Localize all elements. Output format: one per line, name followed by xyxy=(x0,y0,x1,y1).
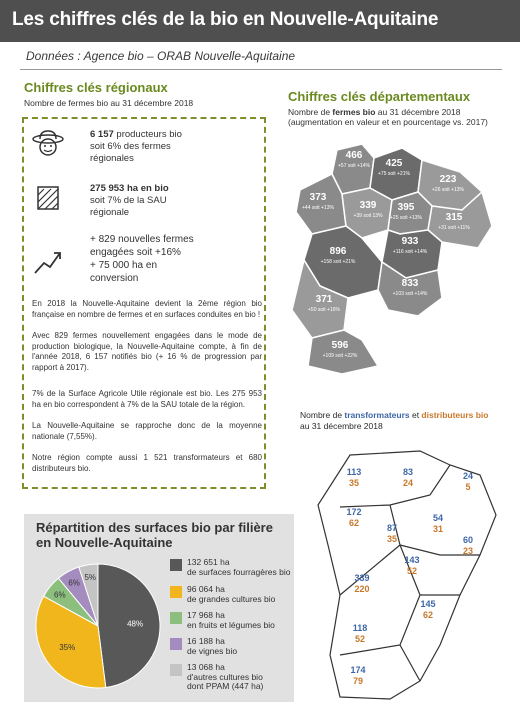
producers-value: 6 157 xyxy=(90,129,114,140)
dept-distributors: 220 xyxy=(354,584,370,594)
dept-distributors: 24 xyxy=(402,478,414,488)
legend-text: d'autres cultures bio xyxy=(187,671,263,682)
dept-farm-delta: +50 soit +16% xyxy=(308,307,340,313)
trend-arrow-icon xyxy=(32,247,64,277)
paragraph-1: En 2018 la Nouvelle-Aquitaine devient la 2ème région bio française en nombre de fermes et en surfaces conduites en bio ! xyxy=(32,299,262,319)
legend-text: de vignes bio xyxy=(187,645,238,656)
producers-label-2: régionales xyxy=(90,153,134,164)
legend-item xyxy=(170,663,295,692)
surface-value: 275 953 ha en bio xyxy=(90,183,169,194)
subtitle-bold: fermes bio xyxy=(332,107,376,117)
transfo-subtitle: Nombre de transformateurs et distributeurs bio au 31 décembre 2018 xyxy=(300,410,489,431)
dept-distributors: 52 xyxy=(406,566,418,576)
pie-slice-label: 6% xyxy=(68,578,80,588)
dept-farm-count: 833 xyxy=(401,278,419,289)
legend-item xyxy=(170,611,295,630)
dept-farm-count: 466 xyxy=(345,150,363,161)
divider xyxy=(20,69,502,70)
legend-text: 132 651 ha xyxy=(187,557,230,567)
legend-text: 16 188 ha xyxy=(187,636,225,646)
dept-transformers: 145 xyxy=(420,599,436,609)
pie-chart xyxy=(30,558,166,694)
dept-distributors: 79 xyxy=(352,676,364,686)
dept-farm-delta: +25 soit +13% xyxy=(390,215,422,221)
paragraph-4: La Nouvelle-Aquitaine se rapproche donc de la moyenne nationale (7,55%). xyxy=(32,421,262,441)
transfo-subtitle-2: au 31 décembre 2018 xyxy=(300,421,383,431)
pie-slice-label: 5% xyxy=(84,573,97,583)
legend-text: de surfaces fourragères bio xyxy=(187,566,291,577)
dept-farm-delta: +26 soit +13% xyxy=(432,187,464,193)
legend-swatch xyxy=(170,664,182,676)
farms-map xyxy=(282,130,508,380)
dept-transformers: 339 xyxy=(354,573,370,583)
producers-share: soit 6% des fermes xyxy=(90,141,171,152)
paragraph-3: 7% de la Surface Agricole Utile régionale est bio. Les 275 953 ha en bio correspondent à 7% de la SAU totale de la région. xyxy=(32,389,262,409)
conversion-ha: + 75 000 ha en xyxy=(90,260,158,271)
legend-swatch xyxy=(170,638,182,650)
dept-distributors: 35 xyxy=(386,534,398,544)
pie-title: Répartition des surfaces bio par filière en Nouvelle-Aquitaine xyxy=(36,520,273,550)
producers-stat xyxy=(32,129,240,165)
legend-text: en fruits et légumes bio xyxy=(187,619,275,630)
new-farms: + 829 nouvelles fermes xyxy=(90,234,194,245)
dept-distributors: 31 xyxy=(432,524,444,534)
regional-box xyxy=(22,117,266,489)
dept-farm-count: 896 xyxy=(329,246,347,257)
field-icon xyxy=(32,183,64,213)
dept-farm-delta: +31 soit +11% xyxy=(438,225,470,231)
dept-farm-delta: +75 soit +21% xyxy=(378,171,410,177)
pie-slice-label: 35% xyxy=(59,642,76,652)
growth-stat xyxy=(32,233,240,285)
paragraph-5: Notre région compte aussi 1 521 transformateurs et 680 distributeurs bio. xyxy=(32,453,262,473)
legend-text: 96 064 ha xyxy=(187,584,225,594)
dept-farm-delta: +57 soit +14% xyxy=(338,163,370,169)
dept-transformers: 87 xyxy=(386,523,398,533)
dept-transformers: 174 xyxy=(350,665,366,675)
legend-text: de grandes cultures bio xyxy=(187,593,276,604)
dept-farm-delta: +116 soit +14% xyxy=(392,249,428,255)
dept-transformers: 118 xyxy=(352,623,368,633)
dept-farm-count: 596 xyxy=(331,340,349,351)
page-title: Les chiffres clés de la bio en Nouvelle-Aquitaine xyxy=(12,9,439,30)
farmer-icon xyxy=(32,129,64,159)
dept-transformers: 54 xyxy=(432,513,444,523)
departmental-title: Chiffres clés départementaux xyxy=(288,89,471,104)
dept-transformers: 143 xyxy=(404,555,420,565)
dept-farm-delta: +39 soit 13% xyxy=(353,213,383,219)
departmental-subtitle-2: (augmentation en valeur et en pourcentage vs. 2017) xyxy=(288,117,488,127)
legend-swatch xyxy=(170,612,182,624)
dept-transformers: 172 xyxy=(346,507,362,517)
dept-distributors: 62 xyxy=(348,518,360,528)
surface-share: soit 7% de la SAU xyxy=(90,195,167,206)
dept-distributors: 52 xyxy=(354,634,366,644)
dept-farm-count: 223 xyxy=(439,174,457,185)
dept-distributors: 23 xyxy=(462,546,474,556)
departmental-subtitle: Nombre de fermes bio au 31 décembre 2018 (augmentation en valeur et en pourcentage vs. 2017) xyxy=(288,107,488,127)
regional-title: Chiffres clés régionaux xyxy=(24,80,168,95)
dept-farm-delta: +103 soit +14% xyxy=(392,291,428,297)
transfo-map xyxy=(300,445,505,703)
legend-text: 17 968 ha xyxy=(187,610,225,620)
dept-farm-count: 395 xyxy=(397,202,415,213)
dept-farm-count: 425 xyxy=(385,158,403,169)
new-farms-share: engagées soit +16% xyxy=(90,247,181,258)
dept-shape-12 xyxy=(308,330,378,374)
legend-swatch xyxy=(170,586,182,598)
data-source: Données : Agence bio – ORAB Nouvelle-Aquitaine xyxy=(26,49,296,63)
surface-label: régionale xyxy=(90,207,130,218)
dept-transformers: 113 xyxy=(346,467,362,477)
conversion-label: conversion xyxy=(90,273,139,284)
legend-item xyxy=(170,637,295,656)
dept-farm-delta: +158 soit +21% xyxy=(320,259,356,265)
pie-slice-label: 6% xyxy=(54,590,66,600)
pie-section xyxy=(24,514,294,702)
regional-subtitle: Nombre de fermes bio au 31 décembre 2018 xyxy=(24,98,194,108)
pie-slice-label: 48% xyxy=(127,619,144,629)
dept-farm-count: 339 xyxy=(359,200,377,211)
dept-distributors: 35 xyxy=(348,478,360,488)
legend-item xyxy=(170,585,295,604)
dept-farm-count: 373 xyxy=(309,192,327,203)
surface-stat xyxy=(32,183,240,219)
dept-farm-count: 371 xyxy=(315,294,333,305)
transformers-label: transformateurs xyxy=(344,410,410,420)
dept-farm-count: 315 xyxy=(445,212,463,223)
title-banner xyxy=(0,0,520,42)
legend-text: 13 068 ha xyxy=(187,662,225,672)
legend-item xyxy=(170,558,295,577)
legend-text: dont PPAM (447 ha) xyxy=(187,681,264,691)
dept-transformers: 83 xyxy=(402,467,414,477)
dept-farm-delta: +109 soit +22% xyxy=(322,353,358,359)
dept-transformers: 60 xyxy=(462,535,474,545)
dept-transformers: 24 xyxy=(462,471,474,481)
dept-distributors: 62 xyxy=(422,610,434,620)
paragraph-2: Avec 829 fermes nouvellement engagées dans le mode de production biologique, la Nouvelle-Aquitaine compte, à fin de l'année 2018, 6 157 notifiés bio (+ 16 % de progression par rapport à 2017). xyxy=(32,331,262,372)
distributors-label: distributeurs bio xyxy=(421,410,489,420)
dept-farm-count: 933 xyxy=(401,236,419,247)
producers-label: producteurs bio xyxy=(116,129,182,140)
legend-swatch xyxy=(170,559,182,571)
dept-farm-delta: +44 soit +13% xyxy=(302,205,334,211)
dept-distributors: 5 xyxy=(465,482,471,492)
